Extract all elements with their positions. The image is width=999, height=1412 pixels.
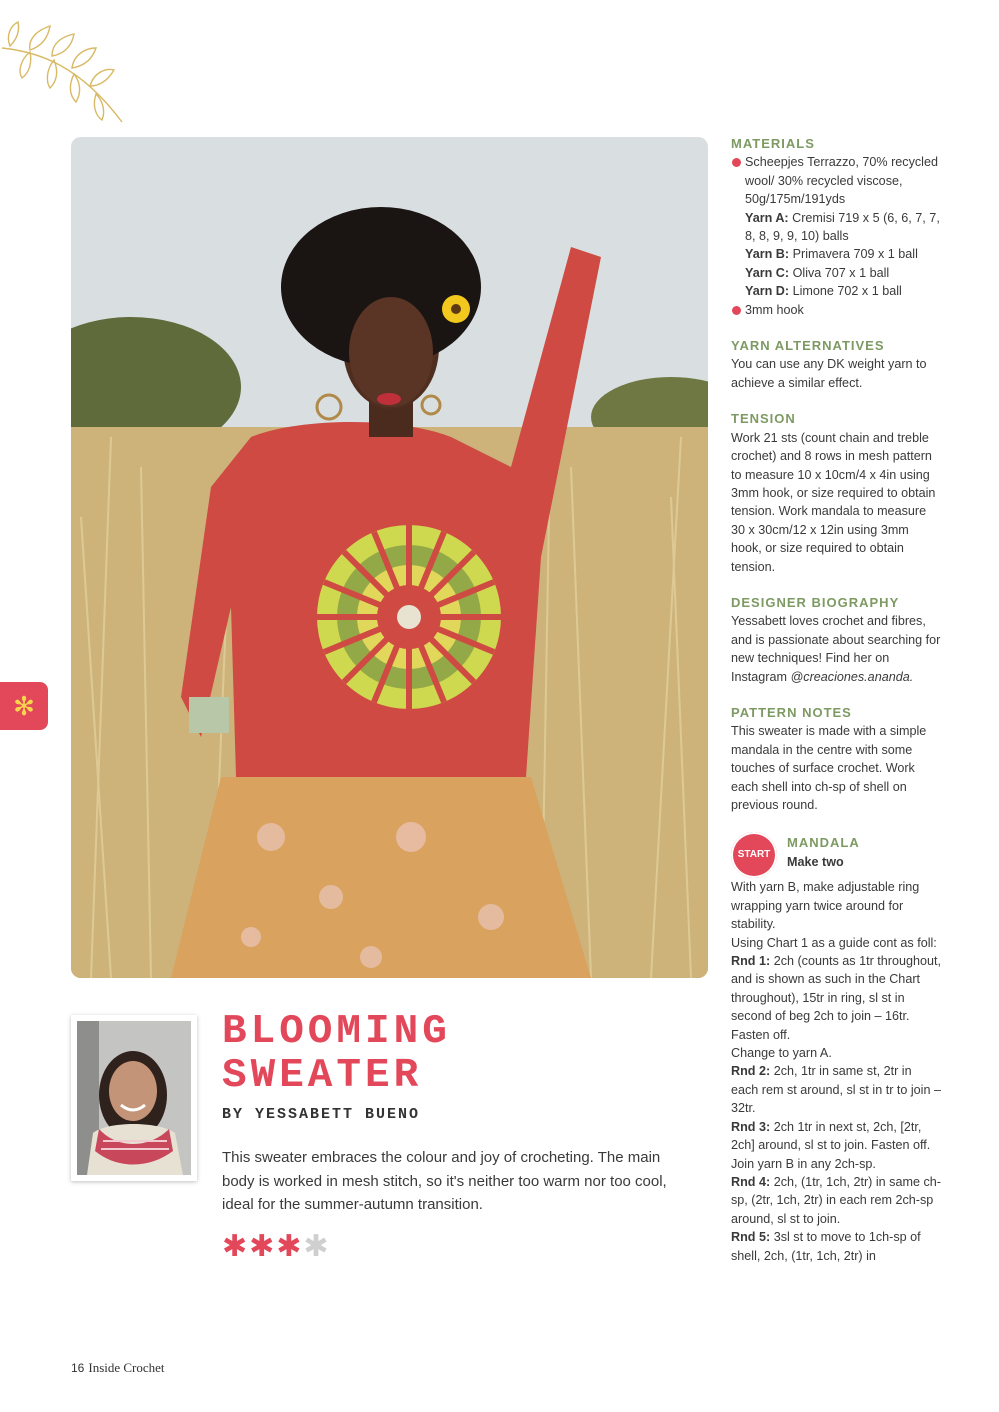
yarn-b: Yarn B: Primavera 709 x 1 ball [745, 247, 918, 262]
yarn-alternatives-heading: YARN ALTERNATIVES [731, 338, 885, 354]
magazine-name: Inside Crochet [88, 1360, 165, 1375]
tension-section [731, 410, 941, 576]
yarn-c: Yarn C: Oliva 707 x 1 ball [745, 265, 890, 280]
round-4: Rnd 4: 2ch, (1tr, 1ch, 2tr) in same ch-sp, (2tr, 1ch, 2tr) in each rem 2ch-sp around, sl st to join. [731, 1174, 941, 1226]
round-5: Rnd 5: 3sl st to move to 1ch-sp of shell, 2ch, (1tr, 1ch, 2tr) in [731, 1230, 921, 1263]
designer-bio-section [731, 594, 941, 686]
tension-text: Work 21 sts (count chain and treble crochet) and 8 rows in mesh pattern to measure 10 x 10cm/4 x 4in using 3mm hook, or size required to obtain tension. Work mandala to measure 30 x 30cm/12 x 12in using 3mm hook, or size required to obtain tension. [731, 430, 936, 574]
hero-photo [71, 137, 708, 978]
pattern-title: BLOOMING SWEATER [222, 1009, 451, 1099]
section-tab[interactable] [0, 682, 48, 730]
mandala-header [731, 832, 941, 878]
difficulty-rating [222, 1232, 329, 1262]
yarn-a: Yarn A: Cremisi 719 x 5 (6, 6, 7, 7, 8, 8, 9, 9, 10) balls [745, 210, 940, 244]
mandala-intro: With yarn B, make adjustable ring wrapping yarn twice around for stability. [731, 880, 920, 932]
pattern-notes-text: This sweater is made with a simple mandala in the centre with some touches of surface crochet. Work each shell into ch-sp of shell on previous round. [731, 724, 927, 812]
hook-size: 3mm hook [731, 301, 941, 319]
star-icon: ✱ [303, 1230, 329, 1263]
asterisk-flower-icon: ✻ [13, 691, 35, 721]
designer-bio-text: Yessabett loves crochet and fibres, and is passionate about searching for new techniques! Find her on Instagram @creaciones.ananda. [731, 614, 941, 684]
start-badge: START [731, 832, 777, 878]
round-2: Rnd 2: 2ch, 1tr in same st, 2tr in each rem st around, sl st in tr to join – 32tr. [731, 1064, 941, 1116]
star-icon: ✱ [249, 1230, 275, 1263]
round-note: Change to yarn A. [731, 1046, 832, 1061]
star-icon: ✱ [276, 1230, 302, 1263]
round-3: Rnd 3: 2ch 1tr in next st, 2ch, [2tr, 2ch] around, sl st to join. Fasten off. [731, 1119, 931, 1153]
leaf-sprig-decoration [0, 16, 140, 126]
round-note: Join yarn B in any 2ch-sp. [731, 1156, 876, 1171]
pattern-notes-section [731, 704, 941, 814]
tension-heading: TENSION [731, 411, 796, 427]
materials-section [731, 135, 941, 319]
pattern-notes-heading: PATTERN NOTES [731, 704, 852, 720]
yarn-d: Yarn D: Limone 702 x 1 ball [745, 284, 902, 299]
star-icon: ✱ [222, 1230, 248, 1263]
round-1: Rnd 1: 2ch (counts as 1tr throughout, and is shown as such in the Chart throughout), 15tr in ring, sl st in second of beg 2ch to join – 16tr. Fasten off. [731, 954, 942, 1042]
pattern-sidebar [731, 135, 941, 1283]
yarn-intro: Scheepjes Terrazzo, 70% recycled wool/ 30% recycled viscose, 50g/175m/191yds [731, 153, 941, 208]
materials-heading: MATERIALS [731, 136, 815, 151]
yarn-alternatives-section [731, 337, 941, 392]
page-number: 16 [71, 1361, 85, 1375]
yarn-alternatives-text: You can use any DK weight yarn to achieve a similar effect. [731, 357, 927, 390]
designer-bio-heading: DESIGNER BIOGRAPHY [731, 594, 900, 610]
byline: BY YESSABETT BUENO [222, 1106, 421, 1123]
mandala-subheading: Make two [787, 854, 844, 869]
intro-paragraph: This sweater embraces the colour and joy of crocheting. The main body is worked in mesh stitch, so it's neither too warm nor too cool, ideal for the summer-autumn transition. [222, 1149, 667, 1213]
instagram-handle: @creaciones.ananda. [790, 669, 914, 684]
designer-photo [71, 1015, 197, 1181]
mandala-section [731, 832, 941, 1265]
chart-note: Using Chart 1 as a guide cont as foll: [731, 935, 937, 950]
mandala-heading: MANDALA [787, 835, 860, 851]
page-folio [71, 1360, 165, 1376]
